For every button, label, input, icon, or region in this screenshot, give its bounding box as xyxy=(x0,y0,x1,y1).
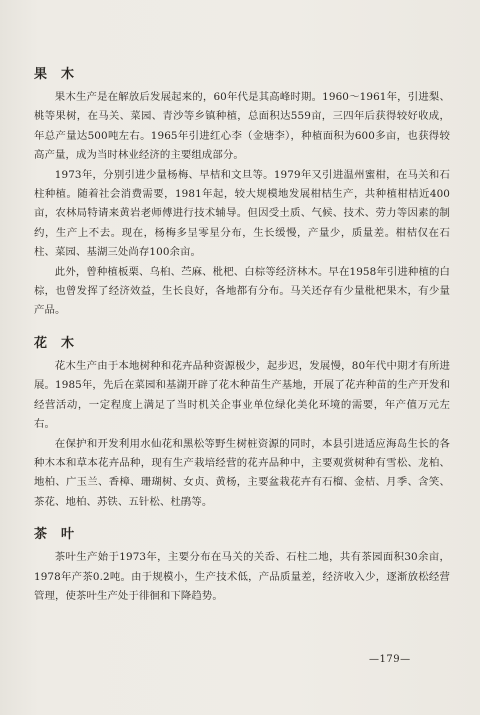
paragraph: 此外，曾种植板栗、乌桕、苎麻、枇杷、白棕等经济林木。早在1958年引进种植的白棕，也曾发挥了经济效益，生长良好，各地都有分布。马关还存有少量枇杷果木，有少量产品。 xyxy=(34,265,450,317)
page-content xyxy=(34,66,450,620)
paragraph: 1973年，分别引进少量杨梅、早桔和文旦等。1979年又引进温州蜜柑，在马关和石柱种植。随着社会消费需要，1981年起，较大规模地发展柑桔生产，共种植柑桔近400亩，农林局特请来黄岩老师傅进行技术辅导。但因受土质、气候、技术、劳力等因素的制约，生产上不去。现在，杨梅多呈零星分布，生长缓慢，产量少，质量差。柑桔仅在石柱、菜园、基湖三处尚存100余亩。 xyxy=(34,168,450,259)
section-tea xyxy=(34,526,450,606)
paragraph: 果木生产是在解放后发展起来的，60年代是其高峰时期。1960～1961年，引进梨、桃等果树，在马关、菜园、青沙等乡镇种植，总面积达559亩，三四年后获得较好收成，年总产量达500吨左右。1965年引进红心李（金塘李），种植面积为600多亩，也获得较高产量，成为当时林业经济的主要组成部分。 xyxy=(34,91,450,162)
section-heading: 花木 xyxy=(34,335,89,351)
section-heading: 茶叶 xyxy=(34,527,89,543)
section-heading: 果木 xyxy=(34,67,89,82)
page-number: —179— xyxy=(369,654,411,665)
paragraph: 花木生产由于本地树种和花卉品种资源极少，起步迟，发展慢，80年代中期才有所进展。1985年，先后在菜园和基湖开辟了花木种苗生产基地，开展了花卉种苗的生产开发和经营活动，一定程度上满足了当时机关企事业单位绿化美化环境的需要，年产值万元左右。 xyxy=(34,359,450,431)
section-flower-trees xyxy=(34,335,450,512)
section-fruit-trees xyxy=(34,66,450,321)
paragraph: 在保护和开发利用水仙花和黑松等野生树桩资源的同时，本县引进适应海岛生长的各种木本和草本花卉品种，现有生产栽培经营的花卉品种中，主要观赏树种有雪松、龙柏、地柏、广玉兰、香樟、珊瑚树、女贞、黄杨，主要盆栽花卉有石榴、金桔、月季、含笑、茶花、地柏、苏铁、五针松、杜鹃等。 xyxy=(34,437,450,508)
paragraph: 茶叶生产始于1973年，主要分布在马关的关岙、石柱二地，共有茶园面积30余亩，1978年产茶0.2吨。由于规模小，生产技术低，产品质量差，经济收入少，逐渐放松经营管理，使茶叶生产处于徘徊和下降趋势。 xyxy=(34,551,450,602)
